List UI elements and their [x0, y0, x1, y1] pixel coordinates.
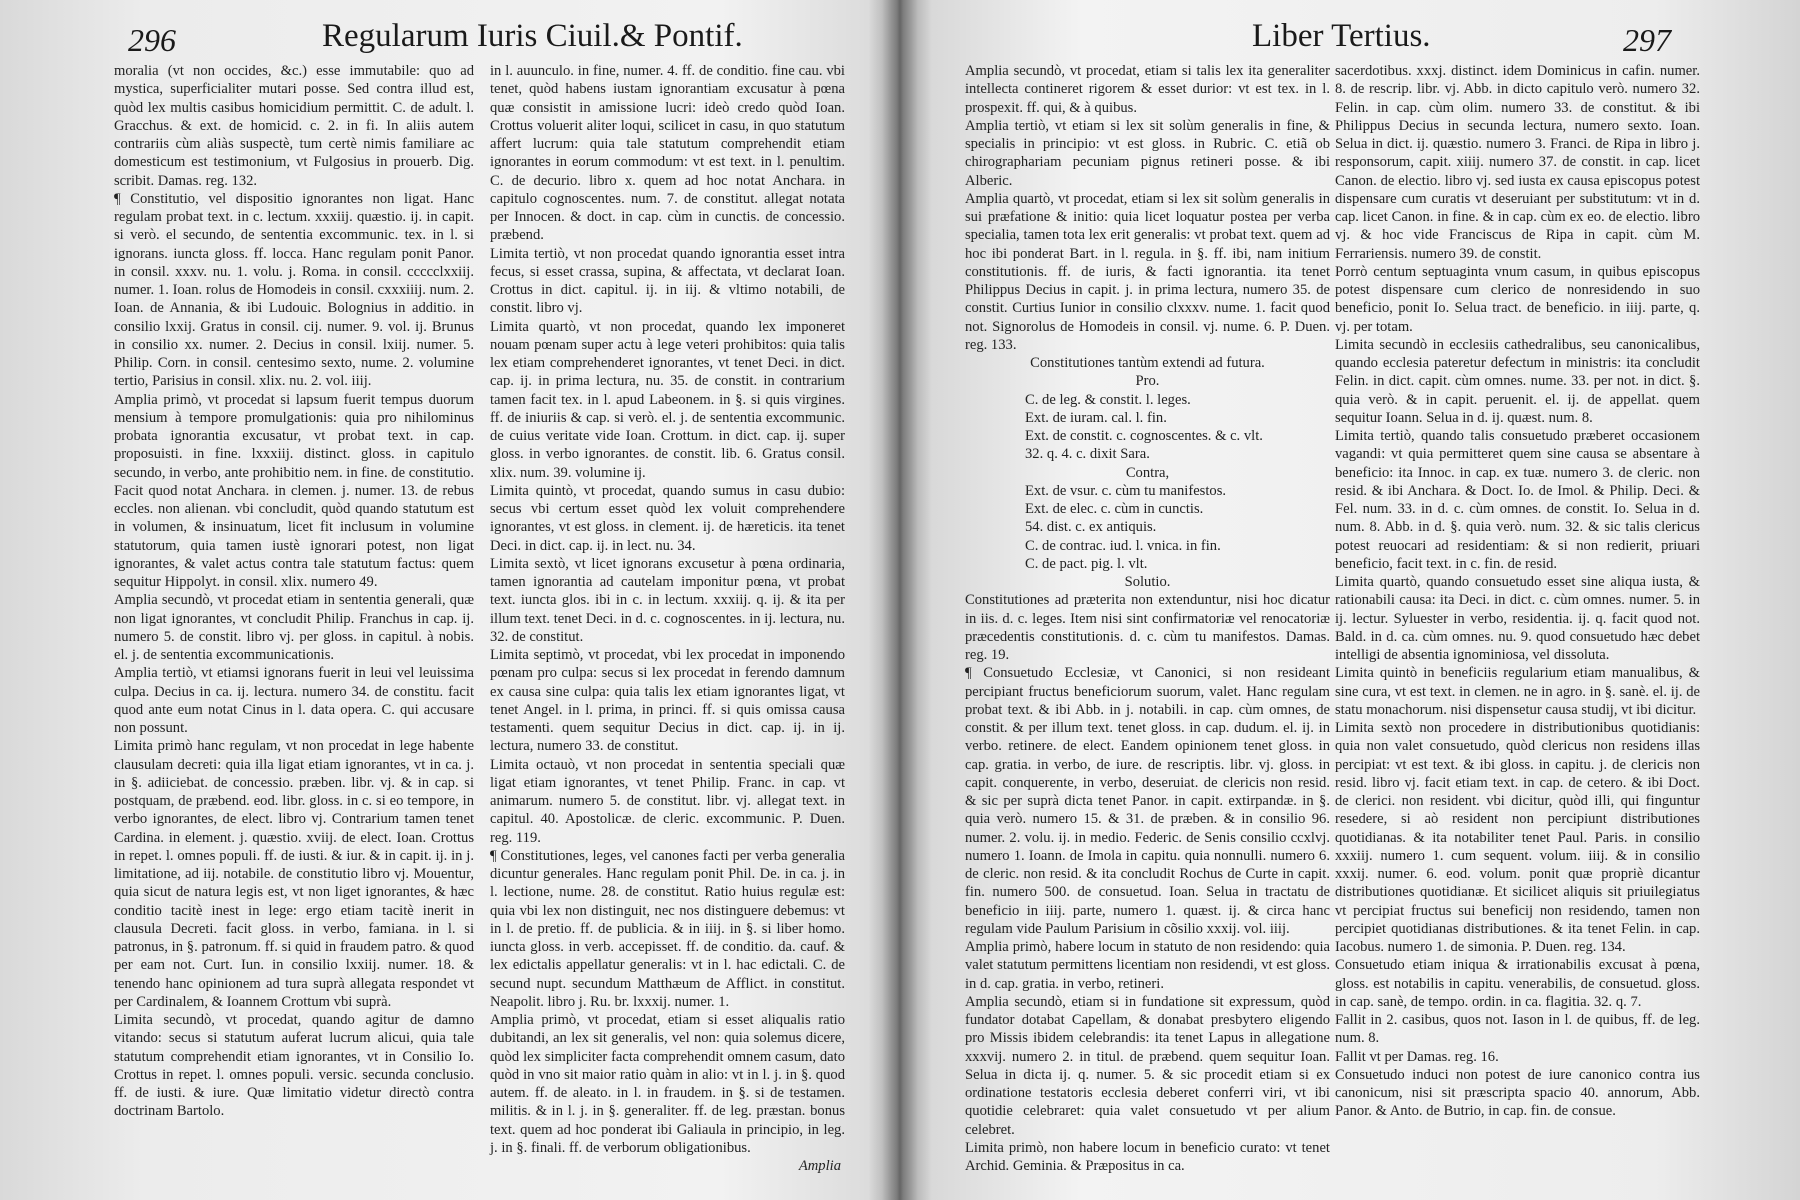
paragraph: Limita tertiò, vt non procedat quando ignorantia esset intra fecus, si esset crassa, supina, & affectata, vt declarat Ioan. Crottus in dict. capitul. ij. in iij. & vltimo notabili, de constit. libro vj.	[490, 245, 845, 317]
paragraph: Contra,	[1125, 464, 1170, 481]
paragraph: Amplia quartò, vt procedat, etiam si lex sit solùm generalis in sui præfatione & initio: quia licet loquatur postea per verba specialia, tamen tota lex erit generalis: vt probat text. quem ad hoc ibi ponderat Bart. in l. regula. in §. ff. ibi, nam initium constitutionis. ff. de iuris, & facti ignorantia. ita tenet Philippus Decius in capit. j. in prima lectura, numero 35. de constit. Curtius Iunior in consilio clxxxv. nume. 1. facit quod not. Signorolus de Homodeis in consil. vj. nume. 6. P. Duen. reg. 133.	[965, 190, 1330, 353]
paragraph: Limita sextò non procedere in distributionibus quotidianis: quia non valet consuetudo, quòd clericus non residens illas percipiat: vt est text. & ibi gloss. in capitu. j. de clericis non resid. libro vj. facit etiam text. in cap. de cetero. & ibi Doct. de clerici. non resident. vbi dicitur, quòd illi, qui finguntur resedere, si aò resident non percipiunt distributiones quotidianas. & ita notabiliter tenet Paul. Paris. in consilio xxxiij. numero 1. cum sequent. volum. iiij. & in consilio xxxij. numer. 6. eod. volum. ponit quæ propriè dicantur distributiones quotidianæ. Et sicilicet aliquis sit priuilegiatus vt percipiat fructus sui beneficij non residendo, tamen non percipiet quotidianas distributiones. & ita tenet Felin. in cap. Iacobus. numero 1. de simonia. P. Duen. reg. 134.	[1335, 720, 1700, 955]
running-head: Regularum Iuris Ciuil.& Pontif.	[322, 18, 743, 54]
paragraph: Consuetudo etiam iniqua & irrationabilis excusat à pœna, gloss. est notabilis in capitu. venerabilis, de consuetud. gloss. in cap. sanè, de tempo. ordin. in ca. flagitia. 32. q. 7.	[1335, 957, 1700, 1010]
paragraph: Amplia	[798, 1158, 841, 1174]
paragraph: Ext. de iuram. cal. l. fin.	[1025, 409, 1167, 426]
paragraph: Fallit in 2. casibus, quos not. Iason in l. de quibus, ff. de leg. num. 8.	[1335, 1012, 1700, 1047]
paragraph: Limita tertiò, quando talis consuetudo præberet occasionem vagandi: vt quia permitteret quem sine causa se absentare à beneficio: ita Innoc. in cap. ex tuæ. numero 3. de cleric. non resid. & ibi Anchara. & Doct. Io. de Imol. & Philip. Deci. & Fel. num. 33. in d. c. cùm omnes. de constit. Io. Selua in d. num. 8. Abb. in d. §. quia verò. num. 32. & sic talis clericus potest reuocari ad residentiam: & si non redierit, priuari beneficio, facit text. in c. fin. de resid.	[1335, 428, 1700, 572]
paragraph: Limita primò hanc regulam, vt non procedat in lege habente clausulam decreti: quia illa ligat etiam ignorantes, vt in ca. j. in §. adiiciebat. de concessio. præben. libr. vj. & in cap. si postquam, de præbend. eod. libr. gloss. in c. si eo tempore, in verbo ignorantes, de elect. libro vj. Contrarium tamen tenet Cardina. in element. j. quæstio. xviij. de elect. Ioan. Crottus in repet. l. omnes populi. ff. de iusti. & iur. & in capit. ij. in j. limitatione, ad iij. notabile. de constitutio libro vj. Mouentur, quia sicut de natura legis est, vt non liget ignorantes, & hæc conditio tacitè inest in lege: ergo etiam tacitè inerit in clausula Decreti. facit gloss. in verbo, famiana. in l. si patronus, in §. patronum. ff. si quid in fraudem patro. & quod per eam not. Curt. Iun. in consilio lxxiij. numer. 18. & tenendo hanc opinionem ad tura suprà allegata respondet vt per Cardinalem, & Ioannem Crottum vbi suprà.	[114, 738, 474, 1010]
paragraph: Limita secundò in ecclesiis cathedralibus, seu canonicalibus, quando ecclesia pateretur defectum in ministris: ita concludit Felin. in dict. capit. cùm omnes. nume. 33. per not. in dict. §. quia verò. & in capit. peruenit. el. ij. de appellat. quem sequitur Ioann. Selua in d. ij. quæst. num. 8.	[1335, 336, 1700, 426]
paragraph: ¶ Consuetudo Ecclesiæ, vt Canonici, si non resideant percipiant fructus beneficiorum suorum, valet. Hanc regulam probat text. & ibi Abb. in j. notabili. in cap. cùm omnes, de constit. & per illum text. tenet gloss. in cap. dudum. el. ij. in verbo. retinere. de elect. Eandem opinionem tenet gloss. in cap. gratia. in verbo, de iure. de rescriptis. libr. vj. gloss. in capit. conquerente, in verbo, deseruiat. de clericis non resid. & sic per suprà dicta tenet Panor. in capit. extirpandæ. in §. quia verò. numero 15. & 31. de præben. & in consilio 96. numer. 2. volu. ij. in medio. Federic. de Senis consilio ccxlvj. numero 1. Ioann. de Imola in capitu. quia nonnulli. numero 6. de cleric. non resid. & ita concludit Rochus de Curte in capit. fin. numero 500. de consuetud. Ioan. Selua in tractatu de beneficio in iiij. parte, numero 1. quæst. ij. & circa hanc regulam vide Paulum Parisium in cõsilio xxxij. vol. iiij.	[965, 665, 1330, 937]
paragraph: Ext. de vsur. c. cùm tu manifestos.	[1025, 482, 1227, 499]
paragraph: ¶ Constitutio, vel dispositio ignorantes non ligat. Hanc regulam probat text. in c. lectum. xxxiij. quæstio. ij. in capit. si verò. el secundo, de sententia excommunic. tex. in l. si ignorans. iuncta gloss. ff. locca. Hanc regulam ponit Panor. in consil. xxxv. nu. 1. volu. j. Roma. in consil. ccccclxxiij. numer. 1. Ioan. rolus de Homodeis in consil. cxxxiiij. num. 2. Ioan. de Annania, & ibi Ludouic. Bolognius in additio. in consilio lxxij. Gratus in consil. cij. numer. 9. vol. ij. Brunus in consilio xx. numer. 2. Decius in consil. lxiij. numer. 5. Philip. Corn. in consil. centesimo sexto, nume. 2. volumine tertio, Parisius in consil. xlix. nu. 2. vol. iiij.	[114, 190, 474, 390]
paragraph: Fallit vt per Damas. reg. 16.	[1335, 1048, 1499, 1065]
paragraph: Limita primò, non habere locum in beneficio curato: vt tenet Archid. Geminia. & Præpositus in ca.	[965, 1139, 1330, 1174]
paragraph: Amplia tertiò, vt etiam si lex sit solùm generalis in fine, & specialis in principio: vt est gloss. in Rubric. C. etiã ob chirographariam pecuniam pignus retineri posse. & ibi Alberic.	[965, 117, 1330, 189]
paragraph: Constitutiones tantùm extendi ad futura.	[1030, 355, 1265, 371]
paragraph: Limita septimò, vt procedat, vbi lex procedat in imponendo pœnam pro culpa: secus si lex procedat in ferendo damnum ex causa sine culpa: quia talis lex etiam ignorantes ligat, vt tenet Angel. in l. prima, in princi. ff. si quis omissa causa testamenti. quem sequitur Decius in dict. cap. ij. in ij. lectura, numero 33. de constitut.	[490, 647, 845, 755]
paragraph: Amplia primò, vt procedat, etiam si esset aliqualis ratio dubitandi, an lex sit generalis, vel non: quia solemus dicere, quòd lex simpliciter facta comprehendit omnem casum, dato quòd in vno sit maior ratio quàm in alio: vt in l. j. in §. quod autem. ff. de aleato. in l. in fraudem. in §. si de testamen. militis. & in l. j. in §. generaliter. ff. de leg. præstan. bonus text. quem ad hoc ponderat ibi Galiaula in principio, in leg. j. in §. finali. ff. de verborum obligationibus.	[490, 1012, 845, 1156]
paragraph: 54. dist. c. ex antiquis.	[1025, 519, 1157, 536]
text-column-1	[114, 62, 474, 1121]
paragraph: Limita octauò, vt non procedat in sententia speciali quæ ligat etiam ignorantes, vt tenet Philip. Franc. in cap. vt animarum. numero 5. de constitut. libr. vj. allegat text. in capitul. 40. Apostolicæ. de cleric. excommunic. P. Duen. reg. 119.	[490, 756, 845, 846]
paragraph: C. de contrac. iud. l. vnica. in fin.	[1025, 537, 1221, 554]
text-column-1	[965, 62, 1330, 1175]
paragraph: Limita quartò, quando consuetudo esset sine aliqua iusta, & rationabili causa: ita Deci. in dict. c. cùm omnes. numer. 5. in ij. lectur. Syluester in verbo, residentia. ij. q. facit quod not. Bald. in d. ca. cùm omnes. nu. 9. quod consuetudo hæc debet intelligi de absentia ignominiosa, vel dissoluta.	[1335, 574, 1700, 663]
paragraph: Amplia secundò, vt procedat, etiam si talis lex ita generaliter intellecta contineret rigorem & esset durior: vt est tex. in l. prospexit. ff. qui, & à quibus.	[965, 63, 1330, 116]
running-head: Liber Tertius.	[1252, 18, 1431, 54]
paragraph: C. de pact. pig. l. vlt.	[1025, 555, 1148, 572]
paragraph: sacerdotibus. xxxj. distinct. idem Dominicus in cafin. numer. 8. de rescrip. libr. vj. Abb. in dicto capitulo verò. numero 32. Felin. in cap. cùm olim. numero 33. de constitut. & ibi Philippus Decius in secunda lectura, numero sexto. Ioan. Selua in dict. ij. quæstio. numero 3. Franci. de Ripa in libro j. responsorum, capit. xiiij. numero 37. de constit. in cap. licet Canon. de electio. libro vj. sed iusta ex causa episcopus potest dispensare cum curatis vt deseruiant per substitutum: vt in d. cap. licet Canon. in fine. & in cap. cùm ex eo. de electio. libro vj. & hoc vide Franciscus de Ripa in capit. cùm M. Ferrariensis. numero 39. de constit.	[1335, 63, 1700, 262]
text-column-2	[1335, 62, 1700, 1121]
paragraph: Amplia secundò, vt procedat etiam in sententia generali, quæ non ligat ignorantes, vt concludit Philip. Franchus in cap. ij. numero 5. de constit. libro vj. per gloss. in capitul. à nobis. el. j. de sententia excommunicationis.	[114, 592, 474, 663]
paragraph: ¶ Constitutiones, leges, vel canones facti per verba generalia dicuntur generales. Hanc regulam ponit Phil. De. in ca. j. in l. lectione, nume. 28. de constitut. Ratio huius regulæ est: quia vbi lex non distinguit, nec nos distinguere debemus: vt in l. de pretio. ff. de publicia. & in iiij. in §. si liber homo. iuncta gloss. in verb. accepisset. ff. de conditio. da. cauf. & lex edictalis appellatur generalis: vt in l. hac edictali. C. de secund nupt. secundum Matthæum de Afflict. in constitut. Neapolit. libro j. Ru. br. lxxxij. numer. 1.	[490, 847, 845, 1010]
paragraph: Limita secundò, vt procedat, quando agitur de damno vitando: secus si statutum auferat lucrum alicui, quia tale statutum comprehendit etiam ignorantes, vt in Consilio Io. Crottus in repet. l. omnes populi. versic. secunda conclusio. ff. de iusti. & iure. Quæ limitatio videtur directò contra doctrinam Bartolo.	[114, 1012, 474, 1120]
paragraph: Limita quintò in beneficiis regularium etiam manualibus, & sine cura, vt est text. in clemen. ne in agro. in §. sanè. el. ij. de statu monachorum. nisi dispensetur causa studij, vt ibi dicitur.	[1335, 665, 1700, 718]
paragraph: 32. q. 4. c. dixit Sara.	[1025, 446, 1150, 463]
paragraph: Amplia tertiò, vt etiamsi ignorans fuerit in leui vel leuissima culpa. Decius in ca. ij. lectura. numero 34. de constitu. facit quod ante eum notat Cinus in l. data opera. C. qui accusare non possunt.	[114, 665, 474, 736]
paragraph: Ext. de elec. c. cùm in cunctis.	[1025, 501, 1204, 517]
paragraph: Porrò centum septuaginta vnum casum, in quibus episcopus potest dispensare cum clerico de nonresidendo in suo beneficio, ponit Io. Selua tract. de beneficio. in iiij. parte, q. vj. per totam.	[1335, 263, 1700, 335]
text-column-2	[490, 62, 845, 1175]
paragraph: Consuetudo induci non potest de iure canonico contra ius canonicum, nisi sit præscripta spacio 40. annorum, Abb. Panor. & Anto. de Butrio, in cap. fin. de consue.	[1335, 1066, 1700, 1120]
paragraph: Solutio.	[1124, 574, 1171, 590]
paragraph: Limita quartò, vt non procedat, quando lex imponeret nouam pœnam super actu à lege veteri prohibitos: quia talis lex etiam comprehenderet ignorantes, vt tenet Deci. in dict. cap. ij. in prima lectura, nu. 35. de constit. in contrarium tamen facit tex. in l. apud Labeonem. in §. si quis virgines. ff. de iniuriis & cap. si verò. el. j. de sententia excommunic. de cuius veritate vide Ioan. Crottum. in dict. cap. ij. super gloss. in verbo ignorantes. de constit. lib. 6. Gratus consil. xlix. num. 39. volumine ij.	[490, 318, 845, 481]
paragraph: Amplia secundò, etiam si in fundatione sit expressum, quòd fundator dotabat Capellam, & donabat presbytero eligendo pro Missis ibidem celebrandis: ita tenet Lapus in allegatione xxxvij. numero 2. in titul. de præbend. quem sequitur Ioan. Selua in dicta ij. q. numer. 5. & sic procedit etiam si ex ordinatione testatoris ecclesia deberet conferri viri, vt ibi quotidie celebraret: quia valet consuetudo vt per alium celebret.	[965, 993, 1330, 1138]
paragraph: C. de leg. & constit. l. leges.	[1025, 391, 1191, 408]
page-number: 297	[1623, 22, 1671, 58]
left-page	[0, 0, 895, 1200]
paragraph: Amplia primò, habere locum in statuto de non residendo: quia valet statutum permittens licentiam non residendi, vt est gloss. in d. cap. gratia. in verbo, retineri.	[965, 939, 1330, 992]
right-page	[905, 0, 1800, 1200]
paragraph: Ext. de constit. c. cognoscentes. & c. vlt.	[1025, 428, 1263, 444]
page-number: 296	[128, 22, 176, 58]
paragraph: moralia (vt non occides, &c.) esse immutabile: quo ad mystica, superficialiter mutari posse. Sed contra illud est, quòd lex multis casibus homicidium permittit. C. de adult. l. Gracchus. & ext. de homicid. c. 2. in fi. In aliis autem contrariis cùm aliàs suspectè, tum certè nimis familiare ac domesticum est testimonium, vt Fulgosius in prouerb. Dig. scribit. Damas. reg. 132.	[114, 63, 474, 189]
paragraph: Pro.	[1135, 373, 1160, 390]
paragraph: in l. auunculo. in fine, numer. 4. ff. de conditio. fine cau. vbi tenet, quòd habens iustam ignorantiam excusatur à pœna quæ consistit in amissione lucri: ideò credo quòd Ioan. Crottus voluerit aliter loqui, scilicet in casu, in quo statutum affert lucrum: quia tale statutum comprehendit etiam ignorantes in eorum commodum: vt est text. in l. penultim. C. de decurio. libro x. quem ad hoc notat Anchara. in capitulo cognoscentes. num. 7. de constitut. allegat notata per Innocen. & doct. in cap. cùm in cunctis. de concessio. præbend.	[490, 63, 845, 244]
paragraph: Constitutiones ad præterita non extenduntur, nisi hoc dicatur in iis. d. c. leges. Item nisi sint confirmatoriæ vel renocatoriæ præcedentis constitutionis. d. c. cùm tu manifestos. Damas. reg. 19.	[965, 592, 1330, 663]
paragraph: Amplia primò, vt procedat si lapsum fuerit tempus duorum mensium à tempore promulgationis: quia pro nihilominus probata ignorantia excusatur, vt probat text. in cap. proposuisti. in fine. lxxxiij. distinct. gloss. in capitulo secundo, in verbo, ante prohibitio nem. in fine. de constitutio. Facit quod notat Anchara. in clemen. j. numer. 13. de rebus eccles. non alienan. vbi concludit, quòd quando statutum est in volumen, & insinuatum, licet fit inclusum in volumine statutorum, quia tamen iustè ignorari potest, non ligat ignorantes, & valet actus contra tale statutum factus: quem sequitur Hippolyt. in consil. xlix. numero 49.	[114, 391, 474, 590]
paragraph: Limita sextò, vt licet ignorans excusetur à pœna ordinaria, tamen ignorantia ad cautelam imponitur pœna, vt probat text. iuncta glos. ibi in c. in lectum. xxxiij. q. ij. & ita per illum text. tenet Deci. in d. c. cognoscentes. in ij. lectura, nu. 32. de constitut.	[490, 555, 845, 645]
paragraph: Limita quintò, vt procedat, quando sumus in casu dubio: secus vbi certum esset quòd lex voluit comprehendere ignorantes, vt est gloss. in clement. ij. de hæreticis. ita tenet Deci. in dict. cap. ij. in lect. nu. 34.	[490, 482, 845, 554]
